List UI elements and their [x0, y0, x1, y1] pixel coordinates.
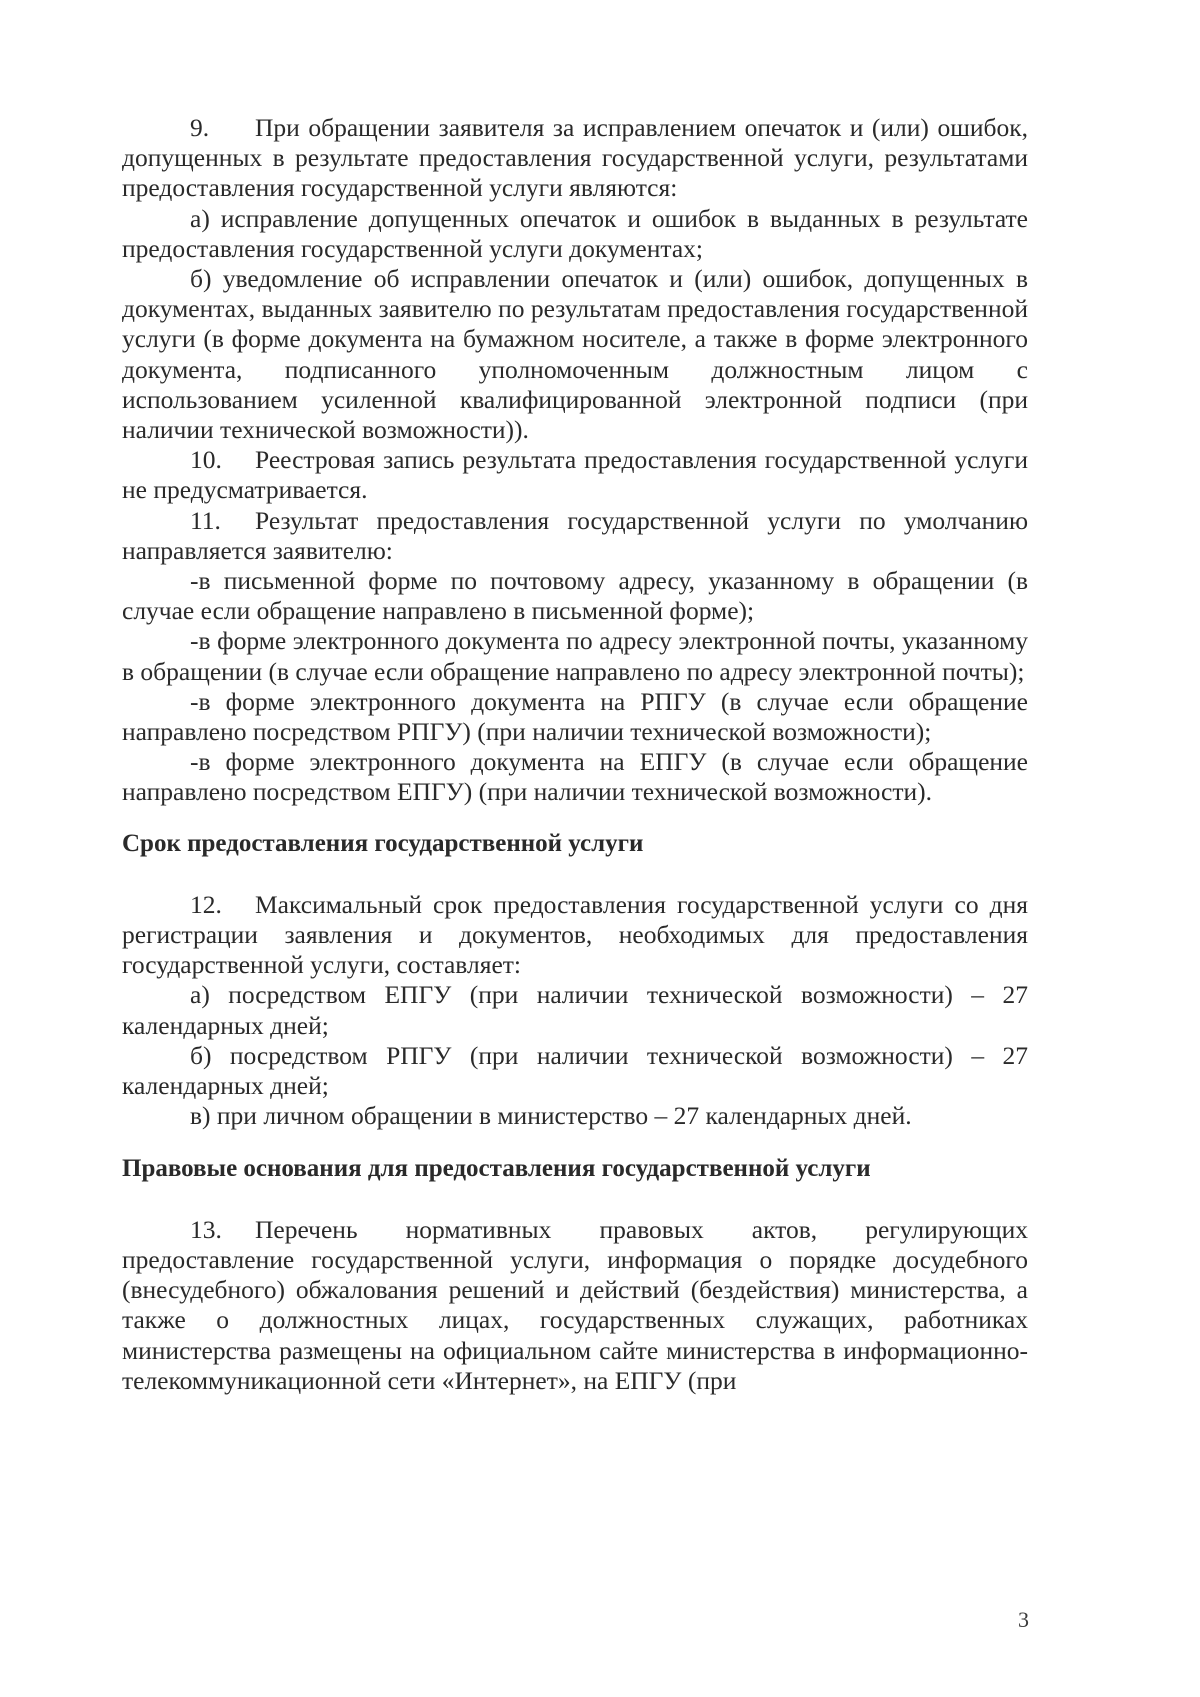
paragraph-13	[122, 1215, 1028, 1396]
paragraph-12-item-b: б) посредством РПГУ (при наличии технической возможности) – 27 календарных дней;	[122, 1040, 1028, 1101]
paragraph-number: 10.	[190, 445, 222, 475]
paragraph-text: Реестровая запись результата предоставления государственной услуги не предусматривается.	[122, 445, 1028, 505]
paragraph-text: При обращении заявителя за исправлением опечаток и (или) ошибок, допущенных в результате предоставления государственной услуги, результатами предоставления государственной услуги являются:	[122, 113, 1028, 203]
paragraph-11-bullet-rpgu: -в форме электронного документа на РПГУ (в случае если обращение направлено посредством РПГУ) (при наличии технической возможности);	[122, 686, 1028, 747]
paragraph-12-item-a: а) посредством ЕПГУ (при наличии технической возможности) – 27 календарных дней;	[122, 980, 1028, 1040]
paragraph-number: 9.	[190, 113, 210, 142]
paragraph-number: 12.	[190, 889, 222, 919]
page-number: 3	[1018, 1607, 1029, 1632]
section-heading-term: Срок предоставления государственной услуги	[122, 829, 644, 857]
paragraph-12-item-c: в) при личном обращении в министерство – 27 календарных дней.	[190, 1101, 912, 1131]
document-body	[122, 113, 1028, 1396]
paragraph-number: 11.	[190, 505, 221, 535]
section-heading-legal-basis: Правовые основания для предоставления государственной услуги	[122, 1154, 871, 1182]
paragraph-12	[122, 890, 1028, 981]
paragraph-11-bullet-epgu: -в форме электронного документа на ЕПГУ (в случае если обращение направлено посредством ЕПГУ) (при наличии технической возможности).	[122, 747, 1028, 807]
paragraph-text: Результат предоставления государственной услуги по умолчанию направляется заявителю:	[122, 505, 1028, 565]
paragraph-11-bullet-email: -в форме электронного документа по адресу электронной почты, указанному в обращении (в случае если обращение направлено по адресу электронной почты);	[122, 626, 1028, 686]
paragraph-9	[122, 113, 1028, 204]
paragraph-text: Максимальный срок предоставления государственной услуги со дня регистрации заявления и документов, необходимых для предоставления государственной услуги, составляет:	[122, 889, 1028, 980]
paragraph-9-item-b: б) уведомление об исправлении опечаток и (или) ошибок, допущенных в документах, выданных заявителю по результатам предоставления государственной услуги (в форме документа на бумажном носителе, а также в форме электронного документа, подписанного уполномоченным должностным лицом с использованием усиленной квалифицированной электронной подписи (при наличии технической возможности)).	[122, 264, 1028, 445]
paragraph-number: 13.	[190, 1214, 222, 1244]
paragraph-11	[122, 506, 1028, 566]
paragraph-10	[122, 445, 1028, 505]
paragraph-text: Перечень нормативных правовых актов, регулирующих предоставление государственной услуги, информация о порядке досудебного (внесудебного) обжалования решений и действий (бездействия) министерства, а также о должностных лицах, государственных служащих, работниках министерства размещены на официальном сайте министерства в информационно-телекоммуникационной сети «Интернет», на ЕПГУ (при	[122, 1214, 1028, 1395]
paragraph-11-bullet-mail: -в письменной форме по почтовому адресу, указанному в обращении (в случае если обращение направлено в письменной форме);	[122, 566, 1028, 626]
paragraph-9-item-a: а) исправление допущенных опечаток и ошибок в выданных в результате предоставления государственной услуги документах;	[122, 203, 1028, 263]
